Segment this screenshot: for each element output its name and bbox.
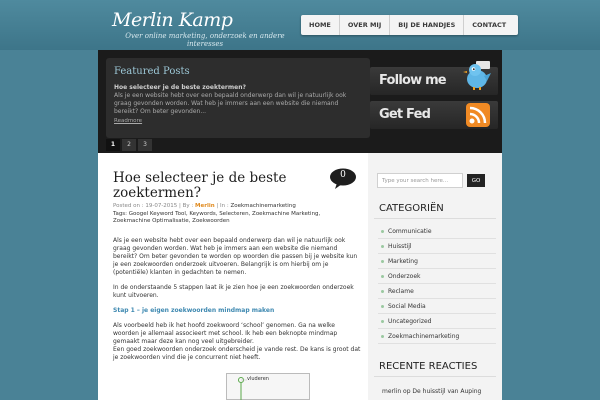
get-fed-button[interactable]: [370, 101, 498, 129]
recent-comment-item[interactable]: merlin op De huisstijl van Auping: [382, 388, 482, 395]
featured-excerpt: Als je een website hebt over een bepaald onderwerp dan wil je natuurlijk ook graag gevonden worden. Wat heb je immers aan een website die niemand bereikt? Om beter gevonden...: [114, 92, 347, 115]
category-label: Huisstijl: [388, 243, 412, 250]
category-label: Communicatie: [388, 228, 432, 235]
bullet-icon: [381, 260, 384, 263]
category-label: Social Media: [388, 303, 426, 310]
bullet-icon: [381, 245, 384, 248]
bullet-icon: [381, 230, 384, 233]
site-title[interactable]: Merlin Kamp: [112, 9, 233, 31]
main-nav: [301, 15, 518, 35]
follow-me-button[interactable]: [370, 67, 498, 95]
category-label: Reclame: [388, 288, 414, 295]
post-category-link[interactable]: Zoekmachinemarketing: [230, 203, 296, 209]
nav-item-contact[interactable]: CONTACT: [472, 21, 507, 29]
search-go-button[interactable]: GO: [467, 174, 485, 187]
pager-button-1[interactable]: 1: [106, 139, 120, 151]
nav-item-home[interactable]: HOME: [301, 15, 340, 35]
bullet-icon: [381, 305, 384, 308]
twitter-bird-icon: [462, 59, 492, 91]
pager-button-2[interactable]: 2: [122, 139, 136, 151]
comment-count[interactable]: 0: [340, 170, 346, 180]
rss-icon: [464, 101, 492, 129]
post-meta-in: | In :: [214, 203, 231, 209]
category-item[interactable]: [378, 314, 496, 329]
category-item[interactable]: [378, 254, 496, 269]
follow-me-label: Follow me: [379, 73, 446, 88]
recent-comments-title: RECENTE REACTIES: [374, 357, 496, 377]
search-input[interactable]: [377, 173, 463, 188]
featured-readmore-link[interactable]: Readmore: [114, 118, 143, 124]
post-paragraph: Als je een website hebt over een bepaald onderwerp dan wil je natuurlijk ook graag gevonden worden. Wat heb je immers aan een website die niemand bereikt? Om beter gevonden te worden op woorden die passen bij je website kun je een zoekwoorden onderzoek uitvoeren. Belangrijk is om hierbij om je (potentiële) klanten in gedachten te nemen.: [113, 237, 358, 276]
nav-item-over-mij[interactable]: OVER MIJ: [340, 15, 390, 35]
category-item[interactable]: [378, 239, 496, 254]
site-tagline: Over online marketing, onderzoek en andere interesses: [125, 32, 285, 48]
post-paragraph: In de onderstaande 5 stappen laat ik je zien hoe je een zoekwoorden onderzoek kunt uitvoeren.: [113, 284, 354, 299]
post-title[interactable]: Hoe selecteer je de beste zoektermen?: [113, 170, 287, 201]
featured-panel: [106, 58, 370, 138]
bullet-icon: [381, 335, 384, 338]
category-label: Onderzoek: [388, 273, 421, 280]
mindmap-graphic: [227, 374, 311, 400]
nav-item-bij-de-handjes[interactable]: BIJ DE HANDJES: [390, 15, 464, 35]
category-item[interactable]: [378, 299, 496, 314]
featured-pager: [106, 139, 154, 151]
mindmap-label: vluderen: [247, 376, 269, 382]
step-heading: Stap 1 – je eigen zoekwoorden mindmap maken: [113, 307, 275, 314]
category-label: Zoekmachinemarketing: [388, 333, 460, 340]
category-item[interactable]: [378, 284, 496, 299]
category-item[interactable]: [378, 224, 496, 239]
category-item[interactable]: [378, 329, 496, 344]
pager-button-3[interactable]: 3: [138, 139, 152, 151]
categories-list: [378, 224, 496, 344]
post-paragraph: Als voorbeeld heb ik het hoofd zoekwoord ‘school’ genomen. Ga na welke woorden je allemaal associeert met school. Ik heb een beknopte mindmap gemaakt maar deze kan nog veel uitgebreider.: [113, 322, 338, 345]
featured-heading: Featured Posts: [114, 66, 190, 77]
post-meta-date: Posted on : 19-07-2015 | By :: [113, 203, 196, 209]
post-author-link[interactable]: Merlin: [195, 203, 215, 209]
post-paragraph: Een goed zoekwoorden onderzoek onderscheid je vande rest. De kans is groot dat je zoekwoorden vind die je concurrent niet heeft.: [113, 346, 361, 361]
post-body: [113, 237, 361, 369]
category-item[interactable]: [378, 269, 496, 284]
category-label: Marketing: [388, 258, 418, 265]
categories-title: CATEGORIËN: [374, 199, 496, 219]
featured-post-title[interactable]: Hoe selecteer je de beste zoektermen?: [114, 84, 246, 91]
post-tags[interactable]: Tags: Googel Keyword Tool, Keywords, Selecteren, Zoekmachine Marketing, Zoekmachine Optimalisatie, Zoekwoorden: [113, 211, 321, 224]
bullet-icon: [381, 320, 384, 323]
get-fed-label: Get Fed: [379, 107, 431, 122]
bullet-icon: [381, 290, 384, 293]
mindmap-image: [226, 373, 310, 400]
bullet-icon: [381, 275, 384, 278]
category-label: Uncategorized: [388, 318, 432, 325]
post-meta: [113, 203, 361, 210]
